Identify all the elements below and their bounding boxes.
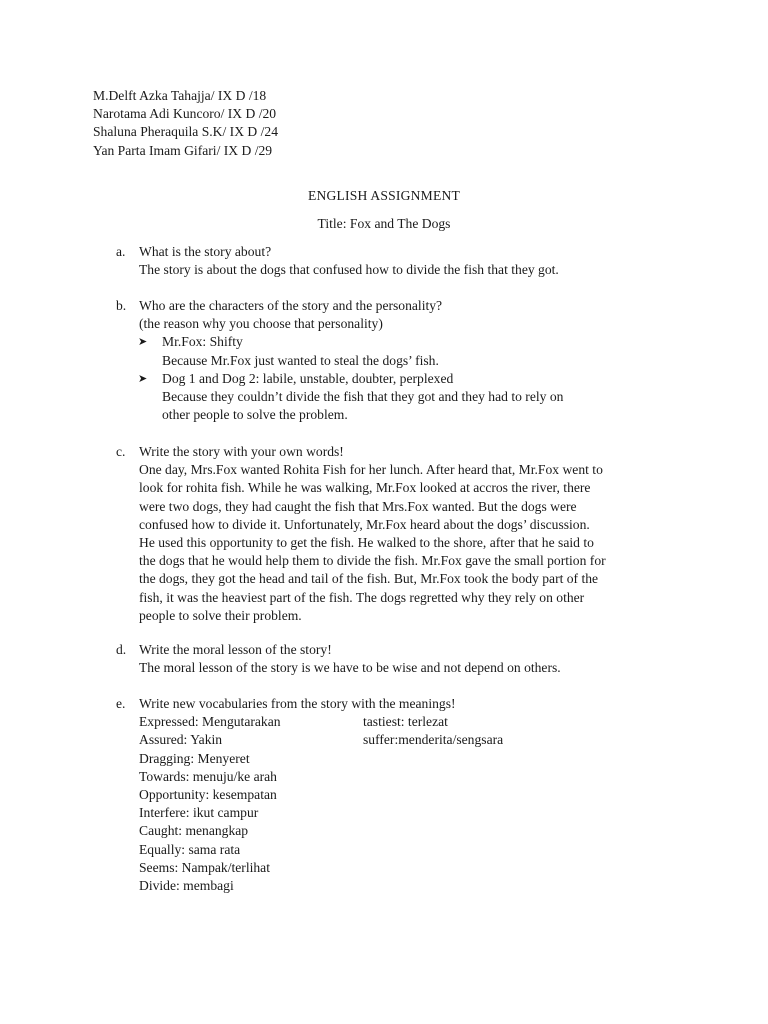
character-item xyxy=(116,370,676,388)
question-text: Write new vocabularies from the story with the meanings! xyxy=(139,696,456,711)
story-line: the dogs that he would help them to divide the fish. Mr.Fox gave the small portion for xyxy=(139,553,606,569)
vocab-entry: Dragging: Menyeret xyxy=(139,750,250,766)
author-line: Yan Parta Imam Gifari/ IX D /29 xyxy=(93,142,273,158)
question-d xyxy=(116,641,676,677)
question-b xyxy=(116,297,676,424)
character-name: Mr.Fox: Shifty xyxy=(162,334,243,350)
character-item xyxy=(116,333,676,351)
vocab-row xyxy=(139,731,676,749)
vocab-entry: Divide: membagi xyxy=(139,877,234,893)
vocab-row xyxy=(139,859,676,877)
vocab-row xyxy=(139,750,676,768)
character-name: Dog 1 and Dog 2: labile, unstable, doubter, perplexed xyxy=(162,370,454,386)
question-text: Write the moral lesson of the story! xyxy=(139,642,332,657)
story-line: One day, Mrs.Fox wanted Rohita Fish for her lunch. After heard that, Mr.Fox went to xyxy=(139,462,603,478)
vocab-entry: Seems: Nampak/terlihat xyxy=(139,859,270,875)
character-reason: Because Mr.Fox just wanted to steal the dogs’ fish. xyxy=(162,352,439,368)
author-list xyxy=(93,87,278,160)
assignment-heading: ENGLISH ASSIGNMENT xyxy=(307,188,460,203)
question-text: Who are the characters of the story and the personality? xyxy=(139,298,443,313)
vocab-entry: Interfere: ikut campur xyxy=(139,805,259,821)
question-e xyxy=(116,695,676,895)
vocab-row xyxy=(139,786,676,804)
answer-text: The moral lesson of the story is we have to be wise and not depend on others. xyxy=(139,660,561,676)
arrow-bullet-icon: ➤ xyxy=(138,335,148,349)
story-title: Title: Fox and The Dogs xyxy=(317,216,451,231)
vocab-entry: Caught: menangkap xyxy=(139,823,249,839)
vocab-row xyxy=(139,877,676,895)
question-note: (the reason why you choose that personality) xyxy=(139,316,383,332)
question-c xyxy=(116,443,676,625)
vocab-entry: Equally: sama rata xyxy=(139,841,241,857)
author-line: Narotama Adi Kuncoro/ IX D /20 xyxy=(93,106,277,122)
story-line: fish, it was the heaviest part of the fish. The dogs regretted why they rely on other xyxy=(139,589,585,605)
vocab-entry: suffer:menderita/sengsara xyxy=(363,732,504,748)
vocab-row xyxy=(139,841,676,859)
vocab-row xyxy=(139,768,676,786)
answer-text: The story is about the dogs that confused how to divide the fish that they got. xyxy=(139,262,559,278)
question-letter: c. xyxy=(116,444,126,459)
vocab-entry: Towards: menuju/ke arah xyxy=(139,768,277,784)
vocab-row xyxy=(139,713,676,731)
story-line: He used this opportunity to get the fish. He walked to the shore, after that he said to xyxy=(139,535,594,551)
arrow-bullet-icon: ➤ xyxy=(138,371,148,385)
character-reason: Because they couldn’t divide the fish that they got and they had to rely on xyxy=(162,389,564,405)
story-line: the dogs, they got the head and tail of the fish. But, Mr.Fox took the body part of the xyxy=(139,571,599,587)
question-letter: b. xyxy=(116,298,127,313)
question-letter: d. xyxy=(116,642,127,657)
vocab-entry: tastiest: terlezat xyxy=(363,714,448,730)
vocab-row xyxy=(139,804,676,822)
character-reason: other people to solve the problem. xyxy=(162,407,348,423)
question-text: What is the story about? xyxy=(139,244,272,259)
story-line: people to solve their problem. xyxy=(139,607,302,623)
vocab-entry: Assured: Yakin xyxy=(139,732,223,748)
vocab-entry: Opportunity: kesempatan xyxy=(139,786,277,802)
question-letter: e. xyxy=(116,696,126,711)
story-line: were two dogs, they had caught the fish that Mrs.Fox wanted. But the dogs were xyxy=(139,498,577,514)
story-line: confused how to divide it. Unfortunately, Mr.Fox heard about the dogs’ discussion. xyxy=(139,516,590,532)
author-line: M.Delft Azka Tahajja/ IX D /18 xyxy=(93,88,267,103)
vocab-row xyxy=(139,822,676,840)
question-text: Write the story with your own words! xyxy=(139,444,344,459)
author-line: Shaluna Pheraquila S.K/ IX D /24 xyxy=(93,124,279,140)
question-a xyxy=(116,243,676,279)
story-line: look for rohita fish. While he was walking, Mr.Fox looked at accros the river, there xyxy=(139,480,591,496)
question-letter: a. xyxy=(116,244,126,259)
vocab-entry: Expressed: Mengutarakan xyxy=(139,714,281,730)
